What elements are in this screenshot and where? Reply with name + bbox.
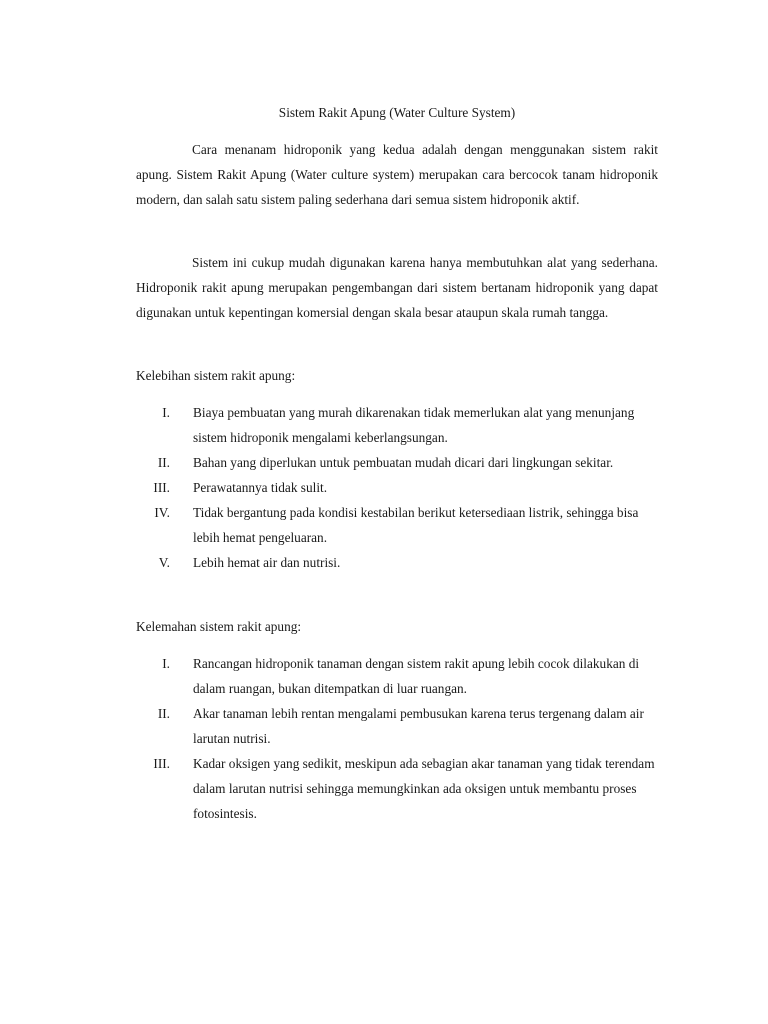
list-item xyxy=(136,475,658,500)
document-title: Sistem Rakit Apung (Water Culture System) xyxy=(278,105,516,120)
list-item xyxy=(136,751,658,826)
list-item-number: II. xyxy=(157,706,170,721)
list-item xyxy=(136,550,658,575)
list-item xyxy=(136,651,658,701)
disadvantages-list xyxy=(136,651,658,826)
list-item-text: Rancangan hidroponik tanaman dengan sistem rakit apung lebih cocok dilakukan di dalam ruangan, bukan ditempatkan di luar ruangan. xyxy=(193,656,640,696)
list-item-text: Lebih hemat air dan nutrisi. xyxy=(193,555,341,570)
list-item-text: Akar tanaman lebih rentan mengalami pembusukan karena terus tergenang dalam air larutan nutrisi. xyxy=(193,706,644,746)
list-item xyxy=(136,500,658,550)
paragraph-intro: Cara menanam hidroponik yang kedua adalah dengan menggunakan sistem rakit apung. Sistem Rakit Apung (Water culture system) merupakan cara bercocok tanam hidroponik modern, dan salah satu sistem paling sederhana dari semua sistem hidroponik aktif. xyxy=(136,142,658,207)
list-item xyxy=(136,450,658,475)
advantages-list xyxy=(136,400,658,575)
list-item xyxy=(136,400,658,450)
list-item-number: I. xyxy=(162,405,170,420)
list-item-number: II. xyxy=(157,455,170,470)
paragraph-description: Sistem ini cukup mudah digunakan karena hanya membutuhkan alat yang sederhana. Hidroponik rakit apung merupakan pengembangan dari sistem bertanam hidroponik yang dapat digunakan untuk kepentingan komersial dengan skala besar ataupun skala rumah tangga. xyxy=(136,255,658,320)
list-item-number: III. xyxy=(153,756,170,771)
list-item-text: Biaya pembuatan yang murah dikarenakan tidak memerlukan alat yang menunjang sistem hidroponik mengalami keberlangsungan. xyxy=(193,405,635,445)
list-item-number: III. xyxy=(153,480,170,495)
disadvantages-heading: Kelemahan sistem rakit apung: xyxy=(136,619,302,634)
list-item-number: V. xyxy=(158,555,170,570)
list-item-number: I. xyxy=(162,656,170,671)
list-item-text: Tidak bergantung pada kondisi kestabilan berikut ketersediaan listrik, sehingga bisa lebih hemat pengeluaran. xyxy=(193,505,639,545)
list-item-text: Bahan yang diperlukan untuk pembuatan mudah dicari dari lingkungan sekitar. xyxy=(193,455,614,470)
advantages-heading: Kelebihan sistem rakit apung: xyxy=(136,368,296,383)
list-item-text: Kadar oksigen yang sedikit, meskipun ada sebagian akar tanaman yang tidak terendam dalam larutan nutrisi sehingga memungkinkan ada oksigen untuk membantu proses fotosintesis. xyxy=(193,756,655,821)
list-item-text: Perawatannya tidak sulit. xyxy=(193,480,328,495)
list-item-number: IV. xyxy=(154,505,170,520)
list-item xyxy=(136,701,658,751)
